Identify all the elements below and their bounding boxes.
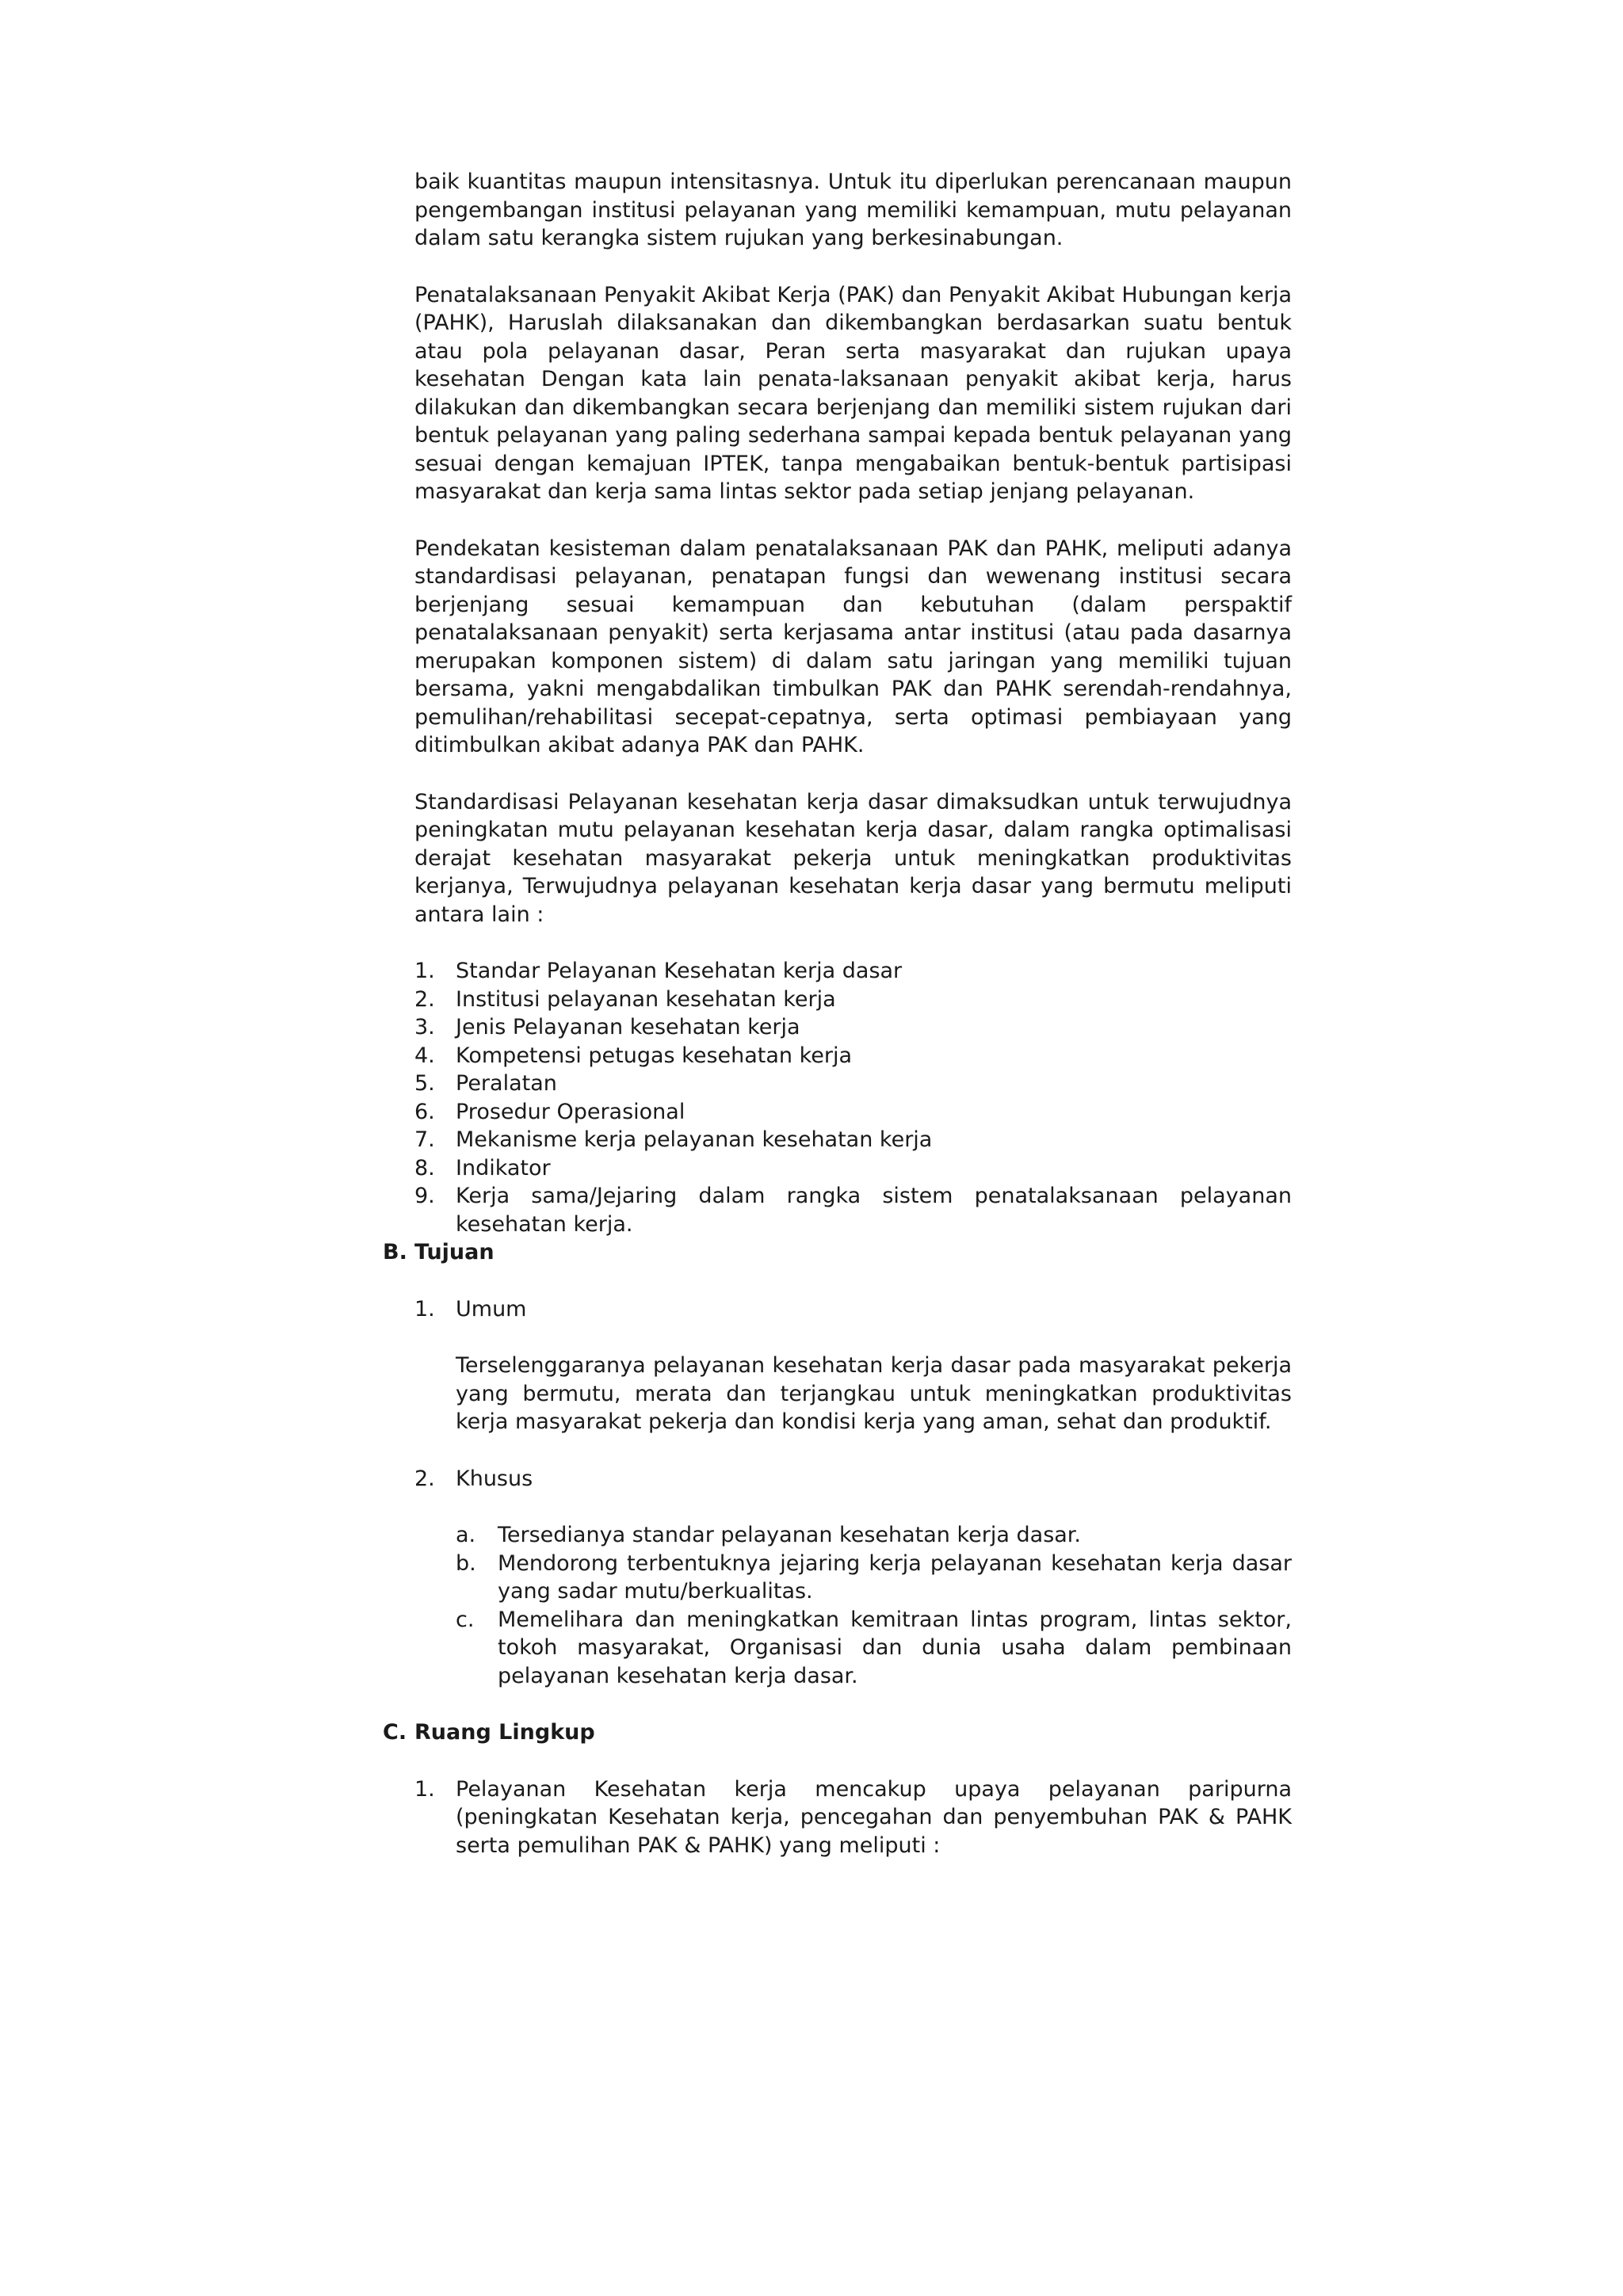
list-number: 4. (414, 1043, 435, 1068)
section-letter: B. (383, 1240, 407, 1264)
tujuan-umum-text: Terselenggaranya pelayanan kesehatan kerja dasar pada masyarakat pekerja yang bermutu, merata dan terjangkau untuk meningkatkan produktivitas kerja masyarakat pekerja dan kondisi kerja yang aman, sehat dan produktif. (456, 1353, 1292, 1434)
list-item-text: Tersedianya standar pelayanan kesehatan kerja dasar. (498, 1523, 1082, 1547)
paragraph-standardisasi: Standardisasi Pelayanan kesehatan kerja dasar dimaksudkan untuk terwujudnya peningkatan mutu pelayanan kesehatan kerja dasar, dalam rangka optimalisasi derajat kesehatan masyarakat pekerja untuk meningkatkan produktivitas kerjanya, Terwujudnya pelayanan kesehatan kerja dasar yang bermutu meliputi antara lain : (414, 789, 1292, 927)
section-letter: C. (383, 1720, 407, 1745)
list-item-text: Khusus (456, 1466, 533, 1491)
quality-components-list (414, 957, 1292, 1238)
list-item-text: Mekanisme kerja pelayanan kesehatan kerja (456, 1127, 933, 1152)
list-item-text: Jenis Pelayanan kesehatan kerja (456, 1015, 800, 1039)
list-item-text: Pelayanan Kesehatan kerja mencakup upaya pelayanan paripurna (peningkatan Kesehatan kerja, pencegahan dan penyembuhan PAK & PAHK serta pemulihan PAK & PAHK) yang meliputi : (456, 1776, 1292, 1858)
list-number: 1. (414, 959, 435, 983)
list-item (414, 957, 1292, 986)
list-item-text: Institusi pelayanan kesehatan kerja (456, 986, 836, 1012)
section-c-heading (383, 1718, 1292, 1747)
tujuan-khusus-list (414, 1465, 1292, 1493)
list-item (414, 1126, 1292, 1154)
list-item (414, 1775, 1292, 1860)
list-number: 8. (414, 1155, 435, 1180)
list-number: 1. (414, 1296, 435, 1322)
list-item-text: Mendorong terbentuknya jejaring kerja pelayanan kesehatan kerja dasar yang sadar mutu/berkualitas. (498, 1550, 1292, 1604)
list-letter: c. (456, 1607, 475, 1632)
tujuan-khusus-title (414, 1465, 1292, 1493)
list-item (414, 1154, 1292, 1183)
document-page (383, 168, 1292, 1859)
ruang-lingkup-list (414, 1775, 1292, 1860)
list-item-text: Memelihara dan meningkatkan kemitraan lintas program, lintas sektor, tokoh masyarakat, Organisasi dan dunia usaha dalam pembinaan pelayanan kesehatan kerja dasar. (498, 1607, 1292, 1688)
list-item (456, 1521, 1292, 1550)
list-item (414, 986, 1292, 1014)
tujuan-khusus-items (456, 1521, 1292, 1690)
list-number: 5. (414, 1071, 435, 1096)
list-item-text: Peralatan (456, 1071, 557, 1096)
section-b-heading (383, 1238, 1292, 1267)
tujuan-umum-title (414, 1295, 1292, 1324)
list-item-text: Kompetensi petugas kesehatan kerja (456, 1043, 853, 1068)
list-number: 2. (414, 1466, 435, 1491)
list-number: 7. (414, 1127, 435, 1152)
paragraph-pendekatan-kesisteman: Pendekatan kesisteman dalam penatalaksanaan PAK dan PAHK, meliputi adanya standardisasi pelayanan, penatapan fungsi dan wewenang institusi secara berjenjang sesuai kemampuan dan kebutuhan (dalam perspaktif penatalaksanaan penyakit) serta kerjasama antar institusi (atau pada dasarnya merupakan komponen sistem) di dalam satu jaringan yang memiliki tujuan bersama, yakni mengabdalikan timbulkan PAK dan PAHK serendah-rendahnya, pemulihan/rehabilitasi secepat-cepatnya, serta optimasi pembiayaan yang ditimbulkan akibat adanya PAK dan PAHK. (414, 536, 1292, 757)
list-number: 6. (414, 1099, 435, 1124)
list-item-text: Indikator (456, 1155, 551, 1180)
list-number: 9. (414, 1184, 435, 1208)
section-title: Ruang Lingkup (414, 1720, 595, 1745)
paragraph-intro: baik kuantitas maupun intensitasnya. Untuk itu diperlukan perencanaan maupun pengembangan institusi pelayanan yang memiliki kemampuan, mutu pelayanan dalam satu kerangka sistem rujukan yang berkesinabungan. (414, 170, 1292, 250)
paragraph-penatalaksanaan: Penatalaksanaan Penyakit Akibat Kerja (PAK) dan Penyakit Akibat Hubungan kerja (PAHK), Haruslah dilaksanakan dan dikembangkan berdasarkan suatu bentuk atau pola pelayanan dasar, Peran serta masyarakat dan rujukan upaya kesehatan Dengan kata lain penata-laksanaan penyakit akibat kerja, harus dilakukan dan dikembangkan secara berjenjang dan memiliki sistem rujukan dari bentuk pelayanan yang paling sederhana sampai kepada bentuk pelayanan yang sesuai dengan kemajuan IPTEK, tanpa mengabaikan bentuk-bentuk partisipasi masyarakat dan kerja sama lintas sektor pada setiap jenjang pelayanan. (414, 282, 1292, 504)
list-number: 1. (414, 1776, 435, 1802)
list-item (414, 1042, 1292, 1070)
tujuan-list (414, 1295, 1292, 1324)
list-letter: b. (456, 1550, 476, 1576)
list-item (456, 1606, 1292, 1691)
list-letter: a. (456, 1523, 476, 1547)
list-item-text: Prosedur Operasional (456, 1099, 685, 1124)
list-number: 3. (414, 1015, 435, 1039)
list-item (414, 1098, 1292, 1127)
list-item (414, 1182, 1292, 1238)
list-item-text: Standar Pelayanan Kesehatan kerja dasar (456, 959, 903, 983)
section-title: Tujuan (414, 1240, 495, 1264)
list-item-text: Umum (456, 1296, 527, 1322)
list-item (414, 1070, 1292, 1098)
list-item (456, 1550, 1292, 1606)
list-item (414, 1013, 1292, 1042)
list-number: 2. (414, 986, 435, 1012)
list-item-text: Kerja sama/Jejaring dalam rangka sistem penatalaksanaan pelayanan kesehatan kerja. (456, 1184, 1292, 1237)
